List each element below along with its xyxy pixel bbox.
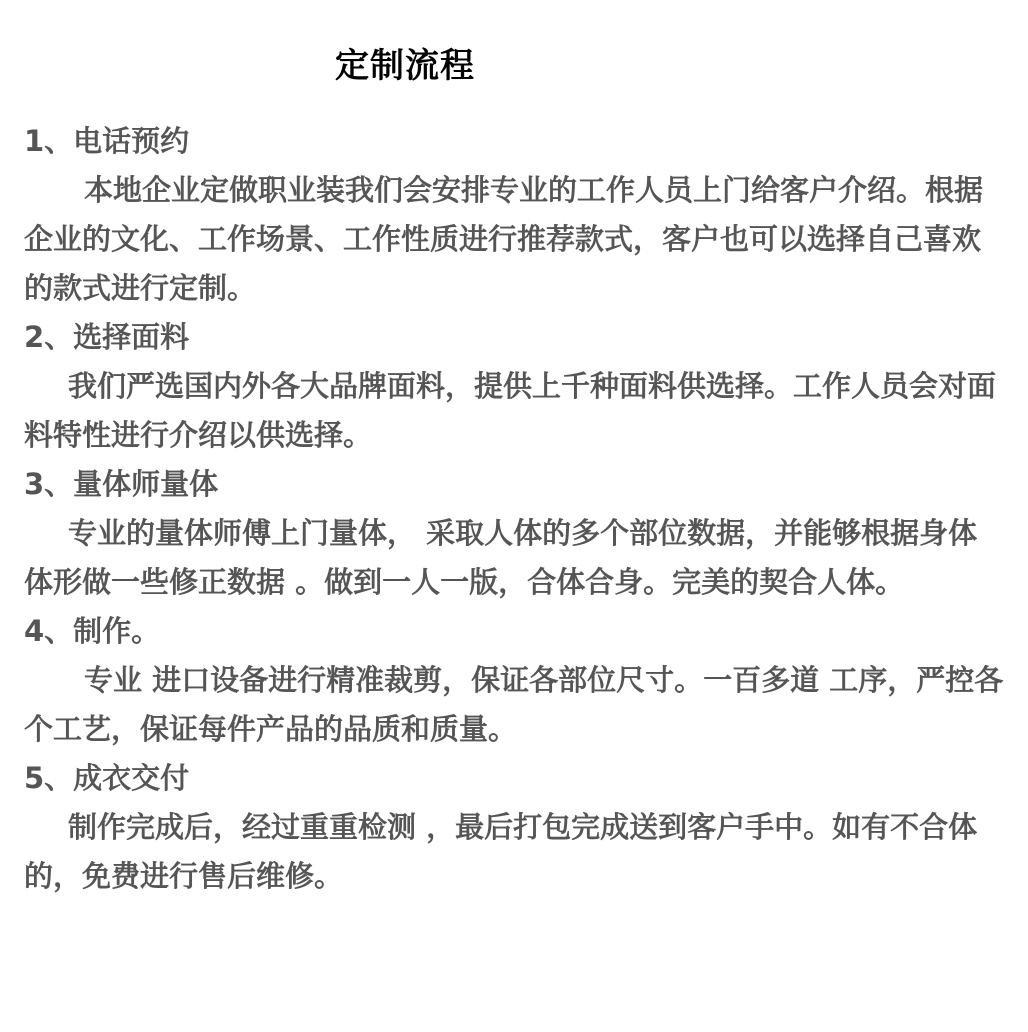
section-delivery <box>24 754 1004 901</box>
section-body: 制作完成后，经过重重检测 ，最后打包完成送到客户手中。如有不合体的，免费进行售后维修。 <box>24 810 978 893</box>
page-title: 定制流程 <box>335 46 475 86</box>
section-heading: 3、量体师量体 <box>24 467 219 501</box>
section-phone-appointment <box>24 117 1004 313</box>
section-heading: 1、电话预约 <box>24 124 190 158</box>
section-heading: 5、成衣交付 <box>24 761 190 795</box>
section-body: 本地企业定做职业装我们会安排专业的工作人员上门给客户介绍。根据企业的文化、工作场景、工作性质进行推荐款式，客户也可以选择自己喜欢的款式进行定制。 <box>24 173 984 305</box>
section-heading: 4、制作。 <box>24 614 161 648</box>
section-body: 专业 进口设备进行精准裁剪，保证各部位尺寸。一百多道 工序，严控各个工艺，保证每件产品的品质和质量。 <box>24 663 1004 746</box>
section-choose-fabric <box>24 313 1004 460</box>
section-production <box>24 607 1004 754</box>
section-body: 专业的量体师傅上门量体， 采取人体的多个部位数据，并能够根据身体体形做一些修正数据 。做到一人一版，合体合身。完美的契合人体。 <box>24 516 978 599</box>
section-body-measurement <box>24 460 1004 607</box>
section-heading: 2、选择面料 <box>24 320 190 354</box>
process-content <box>24 117 1004 901</box>
section-body: 我们严选国内外各大品牌面料，提供上千种面料供选择。工作人员会对面料特性进行介绍以供选择。 <box>24 369 997 452</box>
